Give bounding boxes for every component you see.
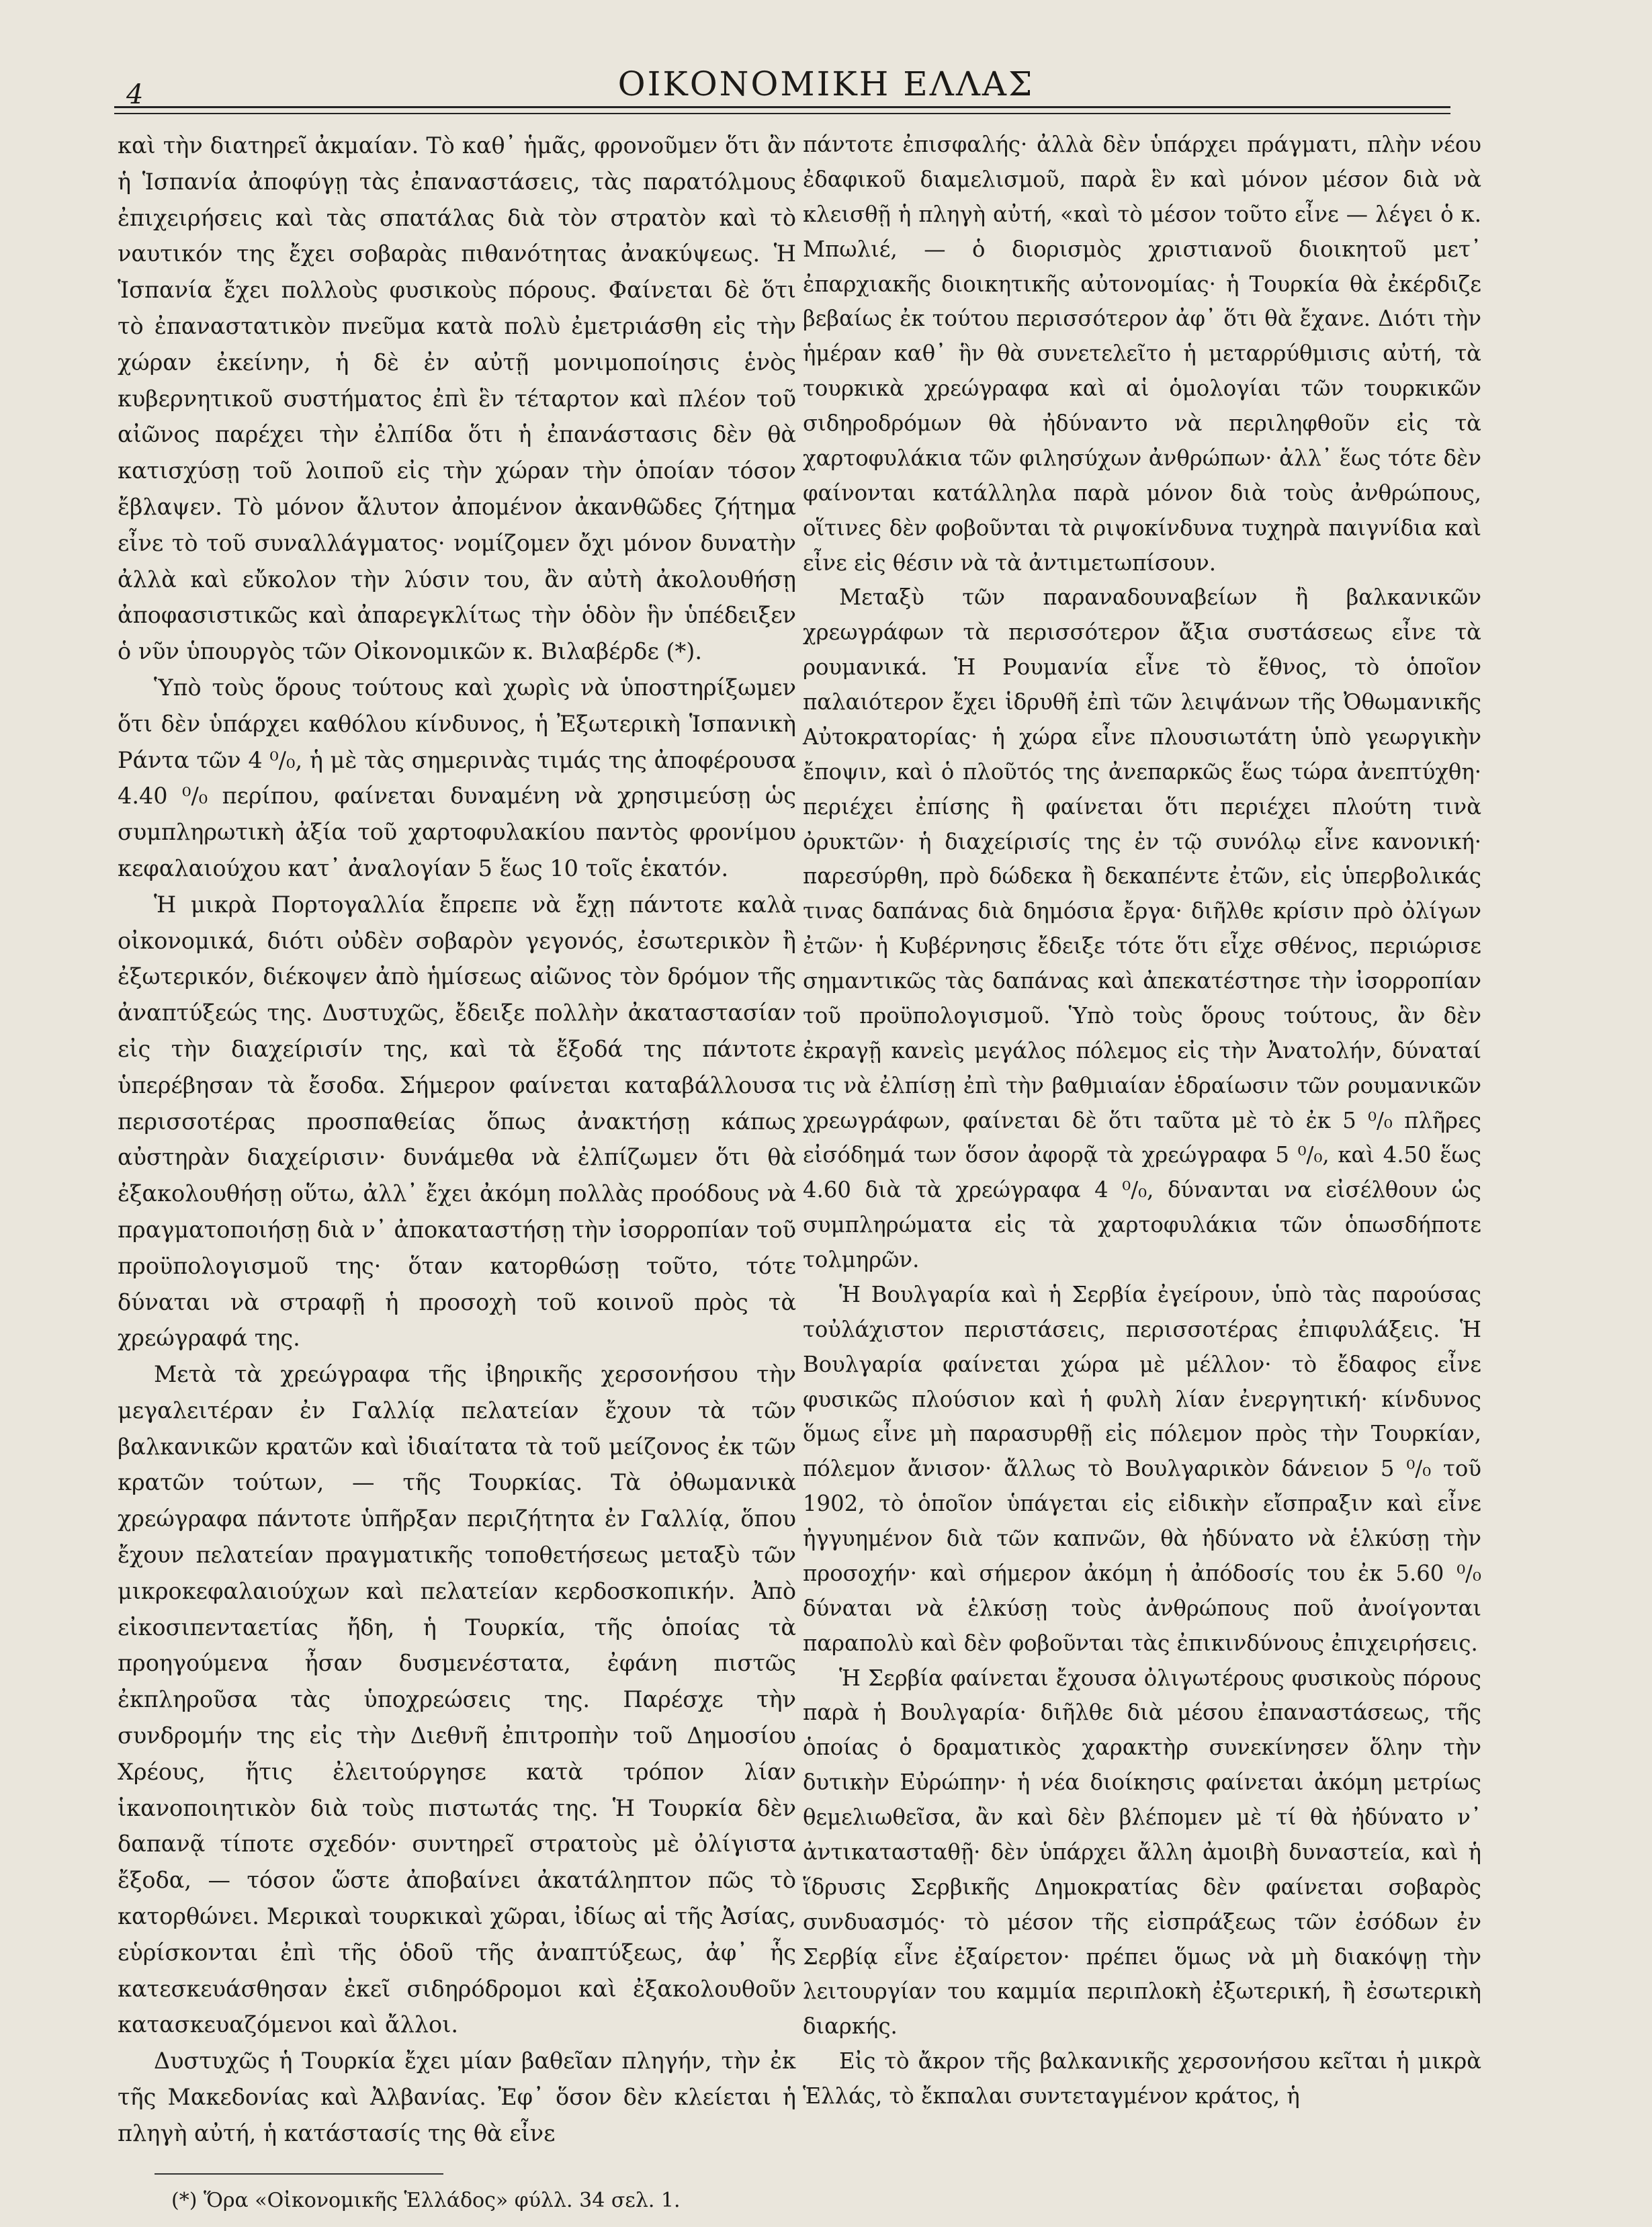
paragraph: καὶ τὴν διατηρεῖ ἀκμαίαν. Τὸ καθ᾽ ἡμᾶς, φρονοῦμεν ὅτι ἂν ἡ Ἱσπανία ἀποφύγῃ τὰς ἐπαναστάσεις, τὰς παρατόλμους ἐπιχειρήσεις καὶ τὰς σπατάλας διὰ τὸν στρατὸν καὶ τὸ ναυτικόν της ἔχει σοβαρὰς πιθανότητας ἀνακύψεως. Ἡ Ἱσπανία ἔχει πολλοὺς φυσικοὺς πόρους. Φαίνεται δὲ ὅτι τὸ ἐπαναστατικὸν πνεῦμα κατὰ πολὺ ἐμετριάσθη εἰς τὴν χώραν ἐκείνην, ἡ δὲ ἐν αὐτῇ μονιμοποίησις ἑνὸς κυβερνητικοῦ συστήματος ἐπὶ ἓν τέταρτον καὶ πλέον τοῦ αἰῶνος παρέχει τὴν ἐλπίδα ὅτι ἡ ἐπανάστασις δὲν θὰ κατισχύσῃ τοῦ λοιποῦ εἰς τὴν χώραν τὴν ὁποίαν τόσον ἔβλαψεν. Τὸ μόνον ἄλυτον ἀπομένον ἀκανθῶδες ζήτημα εἶνε τὸ τοῦ συναλλάγματος· νομίζομεν ὄχι μόνον δυνατὴν ἀλλὰ καὶ εὔκολον τὴν λύσιν του, ἂν αὐτὴ ἀκολουθήσῃ ἀποφασιστικῶς καὶ ἀπαρεγκλίτως τὴν ὁδὸν ἣν ὑπέδειξεν ὁ νῦν ὑπουργὸς τῶν Οἰκονομικῶν κ. Βιλαβέρδε (*). xyxy=(118,132,796,665)
paragraph: Ἡ Σερβία φαίνεται ἔχουσα ὀλιγωτέρους φυσικοὺς πόρους παρὰ ἡ Βουλγαρία· διῆλθε διὰ μέσου ἐπαναστάσεως, τῆς ὁποίας ὁ δραματικὸς χαρακτὴρ συνεκίνησεν ὅλην τὴν δυτικὴν Εὐρώπην· ἡ νέα διοίκησις φαίνεται ἀκόμη μετρίως θεμελιωθεῖσα, ἂν καὶ δὲν βλέπομεν μὲ τί θὰ ἠδύνατο ν᾽ ἀντικατασταθῇ· δὲν ὑπάρχει ἄλλη ἀμοιβὴ δυναστεία, καὶ ἡ ἵδρυσις Σερβικῆς Δημοκρατίας δὲν φαίνεται σοβαρὸς συνδυασμός· τὸ μέσον τῆς εἰσπράξεως τῶν ἐσόδων ἐν Σερβίᾳ εἶνε ἐξαίρετον· πρέπει ὅμως νὰ μὴ διακόψῃ τὴν λειτουργίαν του καμμία περιπλοκὴ ἐξωτερική, ἢ ἐσωτερικὴ διαρκής. xyxy=(803,1665,1481,2040)
left-column xyxy=(118,128,796,2152)
paragraph: Μετὰ τὰ χρεώγραφα τῆς ἰβηρικῆς χερσονήσου τὴν μεγαλειτέραν ἐν Γαλλίᾳ πελατείαν ἔχουν τὰ τῶν βαλκανικῶν κρατῶν καὶ ἰδιαίτατα τὰ τοῦ μείζονος ἐκ τῶν κρατῶν τούτων, — τῆς Τουρκίας. Τὰ ὀθωμανικὰ χρεώγραφα πάντοτε ὑπῆρξαν περιζήτητα ἐν Γαλλίᾳ, ὅπου ἔχουν πελατείαν πραγματικῆς τοποθετήσεως μεταξὺ τῶν μικροκεφαλαιούχων καὶ πελατείαν κερδοσκοπικήν. Ἀπὸ εἰκοσιπενταετίας ἤδη, ἡ Τουρκία, τῆς ὁποίας τὰ προηγούμενα ἦσαν δυσμενέστατα, ἐφάνη πιστῶς ἐκπληροῦσα τὰς ὑποχρεώσεις της. Παρέσχε τὴν συνδρομήν της εἰς τὴν Διεθνῆ ἐπιτροπὴν τοῦ Δημοσίου Χρέους, ἥτις ἐλειτούργησε κατὰ τρόπον λίαν ἱκανοποιητικὸν διὰ τοὺς πιστωτάς της. Ἡ Τουρκία δὲν δαπανᾷ τίποτε σχεδόν· συντηρεῖ στρατοὺς μὲ ὀλίγιστα ἔξοδα, — τόσον ὥστε ἀποβαίνει ἀκατάληπτον πῶς τὸ κατορθώνει. Μερικαὶ τουρκικαὶ χῶραι, ἰδίως αἱ τῆς Ἀσίας, εὑρίσκονται ἐπὶ τῆς ὁδοῦ τῆς ἀναπτύξεως, ἀφ᾽ ἧς κατεσκευάσθησαν ἐκεῖ σιδηρόδρομοι καὶ ἐξακολουθοῦν κατασκευαζόμενοι καὶ ἄλλοι. xyxy=(118,1361,796,2038)
paragraph: Ἡ Βουλγαρία καὶ ἡ Σερβία ἐγείρουν, ὑπὸ τὰς παρούσας τοὐλάχιστον περιστάσεις, περισσοτέρας ἐπιφυλάξεις. Ἡ Βουλγαρία φαίνεται χώρα μὲ μέλλον· τὸ ἔδαφος εἶνε φυσικῶς πλούσιον καὶ ἡ φυλὴ λίαν ἐνεργητική· κίνδυνος ὅμως εἶνε μὴ παρασυρθῇ εἰς πόλεμον πρὸς τὴν Τουρκίαν, πόλεμον ἄνισον· ἄλλως τὸ Βουλγαρικὸν δάνειον 5 ⁰/₀ τοῦ 1902, τὸ ὁποῖον ὑπάγεται εἰς εἰδικὴν εἴσπραξιν καὶ εἶνε ἠγγυημένον διὰ τῶν καπνῶν, θὰ ἠδύνατο νὰ ἑλκύσῃ τὴν προσοχήν· καὶ σήμερον ἀκόμη ἡ ἀπόδοσίς του ἐκ 5.60 ⁰/₀ δύναται νὰ ἑλκύσῃ τοὺς ἀνθρώπους ποῦ ἀνοίγονται παραπολὺ καὶ δὲν φοβοῦνται τὰς ἐπικινδύνους ἐπιχειρήσεις. xyxy=(803,1281,1481,1656)
header-rule xyxy=(114,106,1450,108)
footnote: (*) Ὅρα «Οἰκονομικῆς Ἑλλάδος» φύλλ. 34 σελ. 1. xyxy=(171,2189,681,2212)
footnote-rule xyxy=(155,2173,443,2175)
right-column xyxy=(803,128,1481,2114)
page-number: 4 xyxy=(126,79,144,110)
paragraph: πάντοτε ἐπισφαλής· ἀλλὰ δὲν ὑπάρχει πράγματι, πλὴν νέου ἐδαφικοῦ διαμελισμοῦ, παρὰ ἓν καὶ μόνον μέσον διὰ νὰ κλεισθῇ ἡ πληγὴ αὐτή, «καὶ τὸ μέσον τοῦτο εἶνε — λέγει ὁ κ. Μπωλιέ, — ὁ διορισμὸς χριστιανοῦ διοικητοῦ μετ᾽ ἐπαρχιακῆς διοικητικῆς αὐτονομίας· ἡ Τουρκία θὰ ἐκέρδιζε βεβαίως ἐκ τούτου περισσότερον ἀφ᾽ ὅτι θὰ ἔχανε. Διότι τὴν ἡμέραν καθ᾽ ἣν θὰ συνετελεῖτο ἡ μεταρρύθμισις αὐτή, τὰ τουρκικὰ χρεώγραφα καὶ αἱ ὁμολογίαι τῶν τουρκικῶν σιδηροδρόμων θὰ ἠδύναντο νὰ περιληφθοῦν εἰς τὰ χαρτοφυλάκια τῶν φιλησύχων ἀνθρώπων· ἀλλ᾽ ἕως τότε δὲν φαίνονται κατάλληλα παρὰ μόνον διὰ τοὺς ἀνθρώπους, οἵτινες δὲν φοβοῦνται τὰ ριψοκίνδυνα τυχηρὰ παιγνίδια καὶ εἶνε εἰς θέσιν νὰ τὰ ἀντιμετωπίσουν. xyxy=(803,132,1481,576)
paragraph: Μεταξὺ τῶν παραναδουναβείων ἢ βαλκανικῶν χρεωγράφων τὰ περισσότερον ἄξια συστάσεως εἶνε τὰ ρουμανικά. Ἡ Ρουμανία εἶνε τὸ ἔθνος, τὸ ὁποῖον παλαιότερον ἔχει ἱδρυθῆ ἐπὶ τῶν λειψάνων τῆς Ὀθωμανικῆς Αὐτοκρατορίας· ἡ χώρα εἶνε πλουσιωτάτη ὑπὸ γεωργικὴν ἔποψιν, καὶ ὁ πλοῦτός της ἀνεπαρκῶς ἕως τώρα ἀνεπτύχθη· περιέχει ἐπίσης ἢ φαίνεται ὅτι περιέχει πλούτη τινὰ ὀρυκτῶν· ἡ διαχείρισίς της ἐν τῷ συνόλῳ εἶνε κανονική· παρεσύρθη, πρὸ δώδεκα ἢ δεκαπέντε ἐτῶν, εἰς ὑπερβολικάς τινας δαπάνας διὰ δημόσια ἔργα· διῆλθε κρίσιν πρὸ ὀλίγων ἐτῶν· ἡ Κυβέρνησις ἔδειξε τότε ὅτι εἶχε σθένος, περιώρισε σημαντικῶς τὰς δαπάνας καὶ ἀπεκατέστησε τὴν ἰσορροπίαν τοῦ προϋπολογισμοῦ. Ὑπὸ τοὺς ὅρους τούτους, ἂν δὲν ἐκραγῇ κανεὶς μεγάλος πόλεμος εἰς τὴν Ἀνατολήν, δύναταί τις νὰ ἐλπίσῃ ἐπὶ τὴν βαθμιαίαν ἑδραίωσιν τῶν ρουμανικῶν χρεωγράφων, φαίνεται δὲ ὅτι ταῦτα μὲ τὸ ἐκ 5 ⁰/₀ πλῆρες εἰσόδημά των ὅσον ἀφορᾷ τὰ χρεώγραφα 5 ⁰/₀, καὶ 4.50 ἕως 4.60 διὰ τὰ χρεώγραφα 4 ⁰/₀, δύνανται να εἰσέλθουν ὡς συμπληρώματα εἰς τὰ χαρτοφυλάκια τῶν ὁπωσδήποτε τολμηρῶν. xyxy=(803,584,1481,1272)
paragraph: Δυστυχῶς ἡ Τουρκία ἔχει μίαν βαθεῖαν πληγήν, τὴν ἐκ τῆς Μακεδονίας καὶ Ἀλβανίας. Ἐφ᾽ ὅσον δὲν κλείεται ἡ πληγὴ αὐτή, ἡ κατάστασίς της θὰ εἶνε xyxy=(118,2048,796,2146)
header-rule-thin xyxy=(114,113,1450,114)
paragraph: Ὑπὸ τοὺς ὅρους τούτους καὶ χωρὶς νὰ ὑποστηρίξωμεν ὅτι δὲν ὑπάρχει καθόλου κίνδυνος, ἡ Ἐξωτερικὴ Ἱσπανικὴ Ράντα τῶν 4 ⁰/₀, ἡ μὲ τὰς σημερινὰς τιμάς της ἀποφέρουσα 4.40 ⁰/₀ περίπου, φαίνεται δυναμένη νὰ χρησιμεύσῃ ὡς συμπληρωτικὴ ἀξία τοῦ χαρτοφυλακίου παντὸς φρονίμου κεφαλαιούχου κατ᾽ ἀναλογίαν 5 ἕως 10 τοῖς ἑκατόν. xyxy=(118,674,796,881)
paragraph: Ἡ μικρὰ Πορτογαλλία ἔπρεπε νὰ ἔχῃ πάντοτε καλὰ οἰκονομικά, διότι οὐδὲν σοβαρὸν γεγονός, ἐσωτερικὸν ἢ ἐξωτερικόν, διέκοψεν ἀπὸ ἡμίσεως αἰῶνος τὸν δρόμον τῆς ἀναπτύξεώς της. Δυστυχῶς, ἔδειξε πολλὴν ἀκαταστασίαν εἰς τὴν διαχείρισίν της, καὶ τὰ ἔξοδά της πάντοτε ὑπερέβησαν τὰ ἔσοδα. Σήμερον φαίνεται καταβάλλουσα περισσοτέρας προσπαθείας ὅπως ἀνακτήσῃ κάπως αὐστηρὰν διαχείρισιν· δυνάμεθα νὰ ἐλπίζωμεν ὅτι θὰ ἐξακολουθήσῃ οὕτω, ἀλλ᾽ ἔχει ἀκόμη πολλὰς προόδους νὰ πραγματοποιήσῃ διὰ ν᾽ ἀποκαταστήσῃ τὴν ἰσορροπίαν τοῦ προϋπολογισμοῦ της· ὅταν κατορθώσῃ τοῦτο, τότε δύναται νὰ στραφῇ ἡ προσοχὴ τοῦ κοινοῦ πρὸς τὰ χρεώγραφά της. xyxy=(118,891,796,1352)
running-head-title: ΟΙΚΟΝΟΜΙΚΗ ΕΛΛΑΣ xyxy=(617,64,1035,103)
paragraph: Εἰς τὸ ἄκρον τῆς βαλκανικῆς χερσονήσου κεῖται ἡ μικρὰ Ἑλλάς, τὸ ἔκπαλαι συντεταγμένον κράτος, ἡ xyxy=(803,2048,1481,2109)
